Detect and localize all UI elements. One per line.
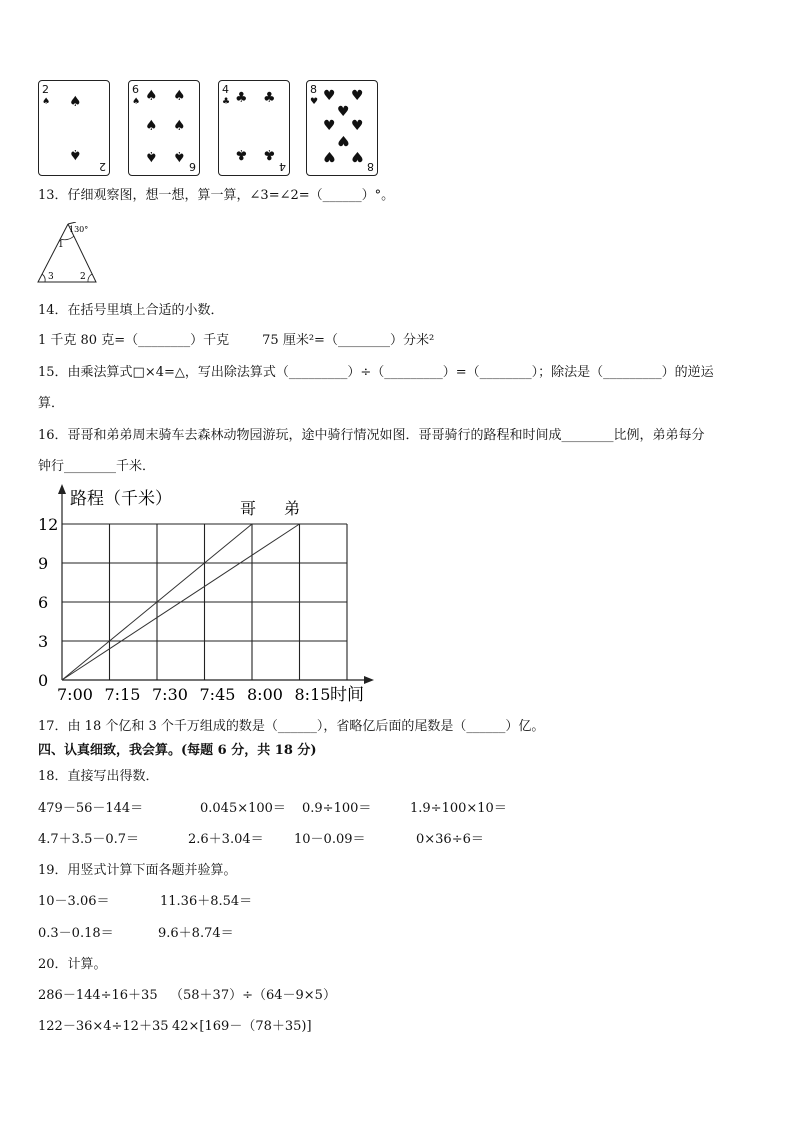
heart-icon: ♥ <box>337 104 350 120</box>
q18-expr: 0×36÷6＝ <box>416 832 484 847</box>
distance-time-chart <box>36 484 376 704</box>
angle-3-label: 3 <box>48 272 54 282</box>
q20-expr: （58＋37）÷（64－9×5） <box>170 988 336 1003</box>
question-16-cont <box>38 457 155 477</box>
angle-1-label: 1 <box>58 240 64 250</box>
question-17 <box>38 717 544 737</box>
club-icon: ♣ <box>222 97 231 107</box>
card-rank: 6 <box>132 83 139 96</box>
q19-row2-item <box>38 924 114 944</box>
x-axis-arrow-icon <box>364 676 374 684</box>
heart-icon: ♥ <box>351 118 364 134</box>
series-label-didi: 弟 <box>284 499 301 518</box>
question-19 <box>38 861 237 881</box>
q18-expr: 0.9÷100＝ <box>302 801 372 816</box>
angle-2-label: 2 <box>80 272 86 282</box>
card-rank: 2 <box>42 83 49 96</box>
x-tick-label: 7:30 <box>152 685 188 704</box>
x-tick-label: 8:00 <box>247 685 283 704</box>
spade-icon: ♠ <box>145 148 158 164</box>
q20-row1-item <box>170 986 336 1006</box>
question-14-line1: 1 千克 80 克=（________）千克 75 厘米²=（________）分米² <box>38 333 435 348</box>
q18-expr: 10－0.09＝ <box>294 832 366 847</box>
q18-row1-item <box>200 799 286 819</box>
card-rank: 6 <box>189 160 196 173</box>
y-tick-label: 3 <box>38 632 49 651</box>
q18-expr: 0.045×100＝ <box>200 801 286 816</box>
q18-row2-item <box>294 830 366 850</box>
card-rank: 8 <box>367 160 374 173</box>
q18-row1-item <box>410 799 507 819</box>
q19-row1-item <box>160 892 252 912</box>
question-16-line1: 16．哥哥和弟弟周末骑车去森林动物园游玩，途中骑行情况如图．哥哥骑行的路程和时间成________比例，弟弟每分 <box>38 428 705 443</box>
question-16 <box>38 426 705 446</box>
y-tick-label: 9 <box>38 554 49 573</box>
card-rank: 4 <box>279 160 286 173</box>
q19-expr: 10－3.06＝ <box>38 894 110 909</box>
question-14 <box>38 301 224 321</box>
q18-row1-item <box>302 799 371 819</box>
question-15-cont <box>38 394 64 414</box>
section-4-title <box>38 741 317 761</box>
question-20-text: 20．计算。 <box>38 957 107 972</box>
q20-expr: 122－36×4÷12＋35 <box>38 1019 169 1034</box>
triangle-figure <box>36 222 106 286</box>
q18-expr: 1.9÷100×10＝ <box>410 801 507 816</box>
question-15-line1: 15．由乘法算式□×4=△，写出除法算式（_________）÷（_________）=（________）；除法是（_________）的逆运 <box>38 365 714 380</box>
chart-axes <box>58 484 374 684</box>
spade-icon: ♠ <box>42 97 51 107</box>
spade-icon: ♠ <box>173 118 186 134</box>
spade-icon: ♠ <box>69 94 82 110</box>
x-tick-label: 7:45 <box>199 685 236 704</box>
question-15-line2: 算． <box>38 396 65 411</box>
question-13-text: 13．仔细观察图，想一想，算一算，∠3=∠2=（______）°。 <box>38 188 395 203</box>
q18-expr: 479－56－144＝ <box>38 801 144 816</box>
y-tick-label: 6 <box>38 593 49 612</box>
heart-icon: ♥ <box>323 118 336 134</box>
section-4-title-text: 四、认真细致，我会算。(每题 6 分，共 18 分) <box>38 743 317 758</box>
question-18 <box>38 767 159 787</box>
card-6-spade <box>128 80 200 176</box>
x-tick-label: 7:00 <box>57 685 93 704</box>
club-icon: ♣ <box>235 146 248 162</box>
y-tick-label: 0 <box>38 671 49 690</box>
x-axis-label: 时间 <box>330 685 364 704</box>
spade-icon: ♠ <box>145 118 158 134</box>
question-19-text: 19．用竖式计算下面各题并验算。 <box>38 863 237 878</box>
question-15 <box>38 363 714 383</box>
question-18-text: 18．直接写出得数． <box>38 769 159 784</box>
q20-expr: 42×[169－（78＋35)] <box>172 1019 312 1034</box>
y-axis-label: 路程（千米） <box>70 489 172 509</box>
q20-expr: 286－144÷16＋35 <box>38 988 158 1003</box>
card-4-club <box>218 80 290 176</box>
spade-icon: ♠ <box>132 97 141 107</box>
question-14-text: 14．在括号里填上合适的小数． <box>38 303 224 318</box>
question-20 <box>38 955 107 975</box>
club-icon: ♣ <box>263 90 276 106</box>
q18-row2-item <box>416 830 484 850</box>
q18-row2-item <box>188 830 264 850</box>
q18-expr: 2.6＋3.04＝ <box>188 832 264 847</box>
heart-icon: ♥ <box>351 148 364 164</box>
heart-icon: ♥ <box>351 88 364 104</box>
angle-130-label: 130° <box>69 225 89 234</box>
q18-row1-item <box>38 799 143 819</box>
card-rank: 8 <box>310 83 317 96</box>
q19-expr: 9.6＋8.74＝ <box>158 926 234 941</box>
club-icon: ♣ <box>263 146 276 162</box>
question-14-blanks <box>38 331 434 351</box>
question-16-line2: 钟行________千米． <box>38 459 156 474</box>
playing-cards <box>38 80 398 176</box>
heart-icon: ♥ <box>323 88 336 104</box>
q18-expr: 4.7＋3.5－0.7＝ <box>38 832 140 847</box>
y-tick-label: 12 <box>38 515 59 534</box>
x-tick-label: 8:15 <box>294 685 331 704</box>
spade-icon: ♠ <box>69 146 82 162</box>
q20-row2-item <box>38 1017 169 1037</box>
q18-row2-item <box>38 830 139 850</box>
chart-grid <box>62 524 347 680</box>
q19-expr: 11.36＋8.54＝ <box>160 894 253 909</box>
spade-icon: ♠ <box>173 148 186 164</box>
y-axis-arrow-icon <box>58 484 66 494</box>
card-rank: 4 <box>222 83 229 96</box>
heart-icon: ♥ <box>310 97 319 107</box>
q20-row1-item <box>38 986 158 1006</box>
heart-icon: ♥ <box>323 148 336 164</box>
question-17-text: 17．由 18 个亿和 3 个千万组成的数是（______），省略亿后面的尾数是（______）亿。 <box>38 719 545 734</box>
card-8-heart <box>306 80 378 176</box>
x-tick-label: 7:15 <box>104 685 141 704</box>
q20-row2-item <box>172 1017 312 1037</box>
spade-icon: ♠ <box>145 88 158 104</box>
card-2-spade <box>38 80 110 176</box>
q19-row2-item <box>158 924 234 944</box>
question-13 <box>38 186 394 206</box>
spade-icon: ♠ <box>173 88 186 104</box>
chart-ticks <box>38 515 330 704</box>
series-label-gege: 哥 <box>240 499 257 518</box>
q19-expr: 0.3－0.18＝ <box>38 926 114 941</box>
card-rank: 2 <box>99 160 106 173</box>
heart-icon: ♥ <box>337 132 350 148</box>
q19-row1-item <box>38 892 110 912</box>
club-icon: ♣ <box>235 90 248 106</box>
